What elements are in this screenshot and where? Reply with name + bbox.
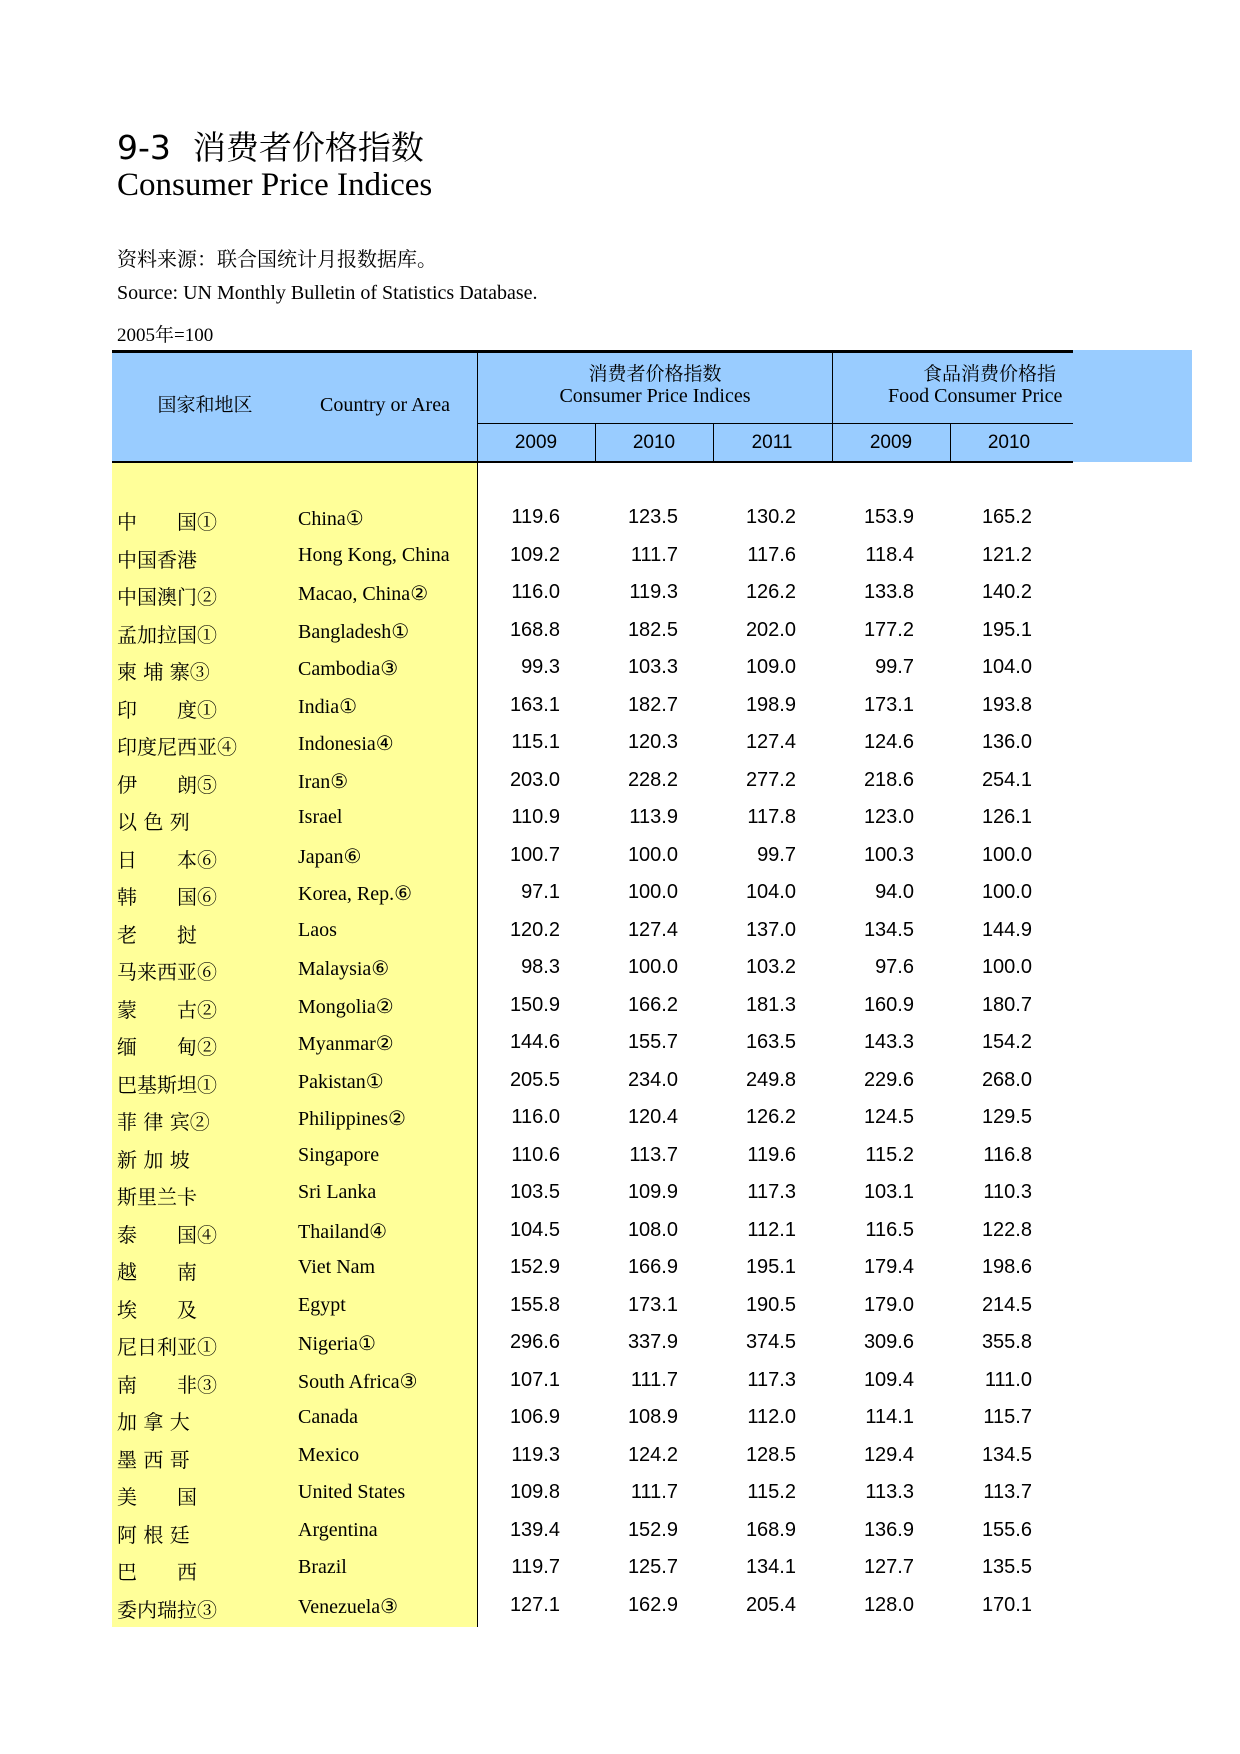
- index-value: 103.5: [509, 1181, 560, 1203]
- index-value: 103.2: [745, 956, 796, 978]
- index-value: 163.5: [745, 1031, 796, 1053]
- country-name-cn: 中国澳门②: [117, 585, 217, 609]
- index-value: 107.1: [509, 1368, 560, 1391]
- table-row: [0, 881, 1240, 918]
- index-value: 116.0: [511, 1106, 560, 1128]
- country-name-cn: 美 国: [117, 1485, 197, 1509]
- country-name-cn: 印 度①: [117, 697, 217, 722]
- country-name-en: Laos: [298, 918, 337, 941]
- index-value: 100.0: [981, 843, 1032, 866]
- index-value: 115.2: [747, 1481, 796, 1503]
- index-value: 113.3: [865, 1481, 914, 1503]
- index-value: 374.5: [745, 1331, 796, 1353]
- index-value: 119.6: [747, 1143, 796, 1166]
- index-value: 118.4: [865, 543, 914, 566]
- index-value: 155.6: [981, 1518, 1032, 1541]
- index-value: 168.9: [745, 1518, 796, 1541]
- index-value: 182.5: [627, 618, 678, 641]
- index-value: 180.7: [981, 993, 1032, 1016]
- country-name-en: Venezuela③: [298, 1595, 399, 1618]
- country-name-en: China①: [298, 508, 364, 530]
- table-row: [0, 1331, 1240, 1368]
- table-row: [0, 769, 1240, 806]
- country-name-en: Myanmar②: [298, 1033, 394, 1055]
- index-value: 127.4: [627, 918, 678, 941]
- country-name-en: Pakistan①: [298, 1070, 384, 1093]
- table-row: [0, 919, 1240, 956]
- country-name-en: Singapore: [298, 1143, 380, 1166]
- country-name-en: Japan⑥: [298, 845, 362, 868]
- index-value: 179.0: [863, 1293, 914, 1316]
- index-value: 205.4: [745, 1593, 796, 1616]
- index-value: 121.2: [981, 543, 1032, 566]
- header-year: 2009: [869, 432, 913, 453]
- country-name-cn: 老 挝: [117, 922, 197, 947]
- table-row: [0, 1294, 1240, 1331]
- index-value: 249.8: [745, 1068, 796, 1091]
- index-value: 109.0: [745, 656, 796, 678]
- index-value: 165.2: [981, 506, 1032, 528]
- index-value: 198.6: [981, 1256, 1032, 1278]
- index-value: 126.2: [745, 1106, 796, 1128]
- index-value: 115.7: [983, 1406, 1032, 1428]
- country-name-en: Bangladesh①: [298, 620, 410, 643]
- index-value: 113.7: [983, 1481, 1032, 1503]
- index-value: 144.9: [981, 918, 1032, 941]
- index-value: 117.6: [747, 543, 796, 566]
- page-title-en: Consumer Price Indices: [117, 167, 433, 203]
- index-value: 136.0: [981, 731, 1032, 753]
- index-value: 116.8: [983, 1143, 1032, 1166]
- country-name-en: Hong Kong, China: [298, 543, 450, 566]
- index-value: 355.8: [981, 1331, 1032, 1353]
- index-value: 198.9: [745, 693, 796, 716]
- country-name-en: Sri Lanka: [298, 1181, 377, 1203]
- index-value: 137.0: [745, 918, 796, 941]
- index-value: 106.9: [509, 1406, 560, 1428]
- index-value: 100.0: [981, 881, 1032, 903]
- country-name-cn: 孟加拉国①: [117, 622, 217, 647]
- index-value: 130.2: [745, 506, 796, 528]
- index-value: 129.4: [863, 1443, 914, 1466]
- country-name-en: Indonesia④: [298, 733, 394, 755]
- country-name-en: Philippines②: [298, 1108, 406, 1130]
- country-name-en: India①: [298, 695, 358, 718]
- index-value: 150.9: [509, 993, 560, 1016]
- index-value: 193.8: [981, 693, 1032, 716]
- country-name-cn: 伊 朗⑤: [117, 772, 217, 797]
- index-value: 119.3: [511, 1443, 560, 1466]
- table-row: [0, 1219, 1240, 1256]
- index-value: 98.3: [521, 956, 560, 978]
- country-name-en: Egypt: [298, 1293, 346, 1316]
- table-row: [0, 1444, 1240, 1481]
- index-value: 94.0: [875, 881, 914, 903]
- index-value: 129.5: [981, 1106, 1032, 1128]
- table-row: [0, 619, 1240, 656]
- index-value: 182.7: [627, 693, 678, 716]
- country-name-cn: 南 非③: [117, 1372, 217, 1397]
- index-value: 139.4: [509, 1518, 560, 1541]
- index-value: 144.6: [509, 1031, 560, 1053]
- page-title-cn: [117, 122, 424, 169]
- table-row: [0, 1106, 1240, 1143]
- header-year: 2009: [514, 432, 558, 453]
- index-value: 152.9: [509, 1256, 560, 1278]
- index-value: 120.3: [627, 731, 678, 753]
- country-name-cn: 委内瑞拉③: [117, 1597, 217, 1622]
- index-value: 99.7: [757, 843, 796, 866]
- index-value: 127.4: [745, 731, 796, 753]
- index-value: 134.5: [863, 918, 914, 941]
- country-name-cn: 越 南: [117, 1260, 197, 1284]
- header-food-cpi-en: Food Consumer Price: [888, 385, 1063, 407]
- country-name-cn: 中 国①: [117, 510, 217, 534]
- country-name-cn: 蒙 古②: [117, 997, 217, 1022]
- index-value: 112.0: [747, 1406, 796, 1428]
- index-value: 117.3: [747, 1181, 796, 1203]
- index-value: 100.7: [509, 843, 560, 866]
- index-value: 123.0: [863, 806, 914, 828]
- country-name-cn: 日 本⑥: [117, 847, 217, 872]
- index-value: 170.1: [981, 1593, 1032, 1616]
- table-row: [0, 1144, 1240, 1181]
- index-value: 117.3: [747, 1368, 796, 1391]
- table-number: 9-3: [117, 128, 171, 167]
- title-cn-text: 消费者价格指数: [192, 128, 424, 167]
- index-value: 152.9: [627, 1518, 678, 1541]
- index-value: 173.1: [627, 1293, 678, 1316]
- base-year-note: 2005年=100: [117, 325, 214, 346]
- group-underline: [477, 423, 1073, 424]
- index-value: 125.7: [627, 1556, 678, 1578]
- index-value: 202.0: [745, 618, 796, 641]
- index-value: 143.3: [863, 1031, 914, 1053]
- index-value: 124.5: [863, 1106, 914, 1128]
- index-value: 124.6: [863, 731, 914, 753]
- index-value: 268.0: [981, 1068, 1032, 1091]
- index-value: 117.8: [747, 806, 796, 828]
- header-cpi-cn: 消费者价格指数: [588, 363, 722, 385]
- index-value: 134.1: [745, 1556, 796, 1578]
- index-value: 203.0: [509, 768, 560, 791]
- header-year: 2010: [632, 432, 676, 453]
- country-name-en: Israel: [298, 806, 343, 828]
- header-bottom-rule: [112, 461, 1073, 463]
- index-value: 126.2: [745, 581, 796, 603]
- table-row: [0, 1181, 1240, 1218]
- index-value: 154.2: [981, 1031, 1032, 1053]
- index-value: 109.2: [509, 543, 560, 566]
- index-value: 124.2: [627, 1443, 678, 1466]
- index-value: 100.3: [863, 843, 914, 866]
- index-value: 228.2: [627, 768, 678, 791]
- country-name-cn: 中国香港: [117, 547, 197, 572]
- index-value: 119.3: [629, 581, 678, 603]
- country-name-cn: 印度尼西亚④: [117, 735, 237, 759]
- index-value: 123.5: [627, 506, 678, 528]
- index-value: 140.2: [981, 581, 1032, 603]
- index-value: 116.0: [511, 581, 560, 603]
- index-value: 337.9: [627, 1331, 678, 1353]
- index-value: 110.3: [983, 1181, 1032, 1203]
- header-cpi-group: [478, 363, 832, 407]
- index-value: 254.1: [981, 768, 1032, 791]
- index-value: 112.1: [747, 1218, 796, 1241]
- index-value: 111.7: [630, 1481, 678, 1503]
- index-value: 229.6: [863, 1068, 914, 1091]
- index-value: 309.6: [863, 1331, 914, 1353]
- index-value: 155.7: [627, 1031, 678, 1053]
- table-row: [0, 1519, 1240, 1556]
- table-row: [0, 994, 1240, 1031]
- index-value: 111.7: [630, 543, 678, 566]
- index-value: 113.7: [629, 1143, 678, 1166]
- header-food-cpi-cn: 食品消费价格指: [923, 363, 1057, 385]
- index-value: 115.2: [865, 1143, 914, 1166]
- table-row: [0, 1594, 1240, 1631]
- index-value: 120.4: [627, 1106, 678, 1128]
- country-name-cn: 新 加 坡: [117, 1147, 190, 1172]
- table-row: [0, 1256, 1240, 1293]
- table-row: [0, 844, 1240, 881]
- index-value: 103.1: [863, 1181, 914, 1203]
- index-value: 110.9: [511, 806, 560, 828]
- index-value: 163.1: [509, 693, 560, 716]
- index-value: 99.7: [875, 656, 914, 678]
- country-name-en: Macao, China②: [298, 583, 429, 605]
- country-name-en: Thailand④: [298, 1220, 388, 1243]
- index-value: 100.0: [981, 956, 1032, 978]
- country-name-en: South Africa③: [298, 1370, 418, 1393]
- country-name-en: Malaysia⑥: [298, 958, 390, 980]
- table-row: [0, 1069, 1240, 1106]
- index-value: 234.0: [627, 1068, 678, 1091]
- index-value: 218.6: [863, 768, 914, 791]
- index-value: 109.4: [863, 1368, 914, 1391]
- country-name-cn: 柬 埔 寨③: [117, 660, 210, 684]
- index-value: 109.8: [509, 1481, 560, 1503]
- country-name-en: Iran⑤: [298, 770, 349, 793]
- index-value: 99.3: [521, 656, 560, 678]
- source-note-cn: 资料来源：联合国统计月报数据库。: [117, 247, 437, 271]
- table-row: [0, 731, 1240, 768]
- index-value: 126.1: [981, 806, 1032, 828]
- index-value: 133.8: [863, 581, 914, 603]
- table-row: [0, 581, 1240, 618]
- table-row: [0, 1031, 1240, 1068]
- index-value: 195.1: [981, 618, 1032, 641]
- index-value: 128.5: [745, 1443, 796, 1466]
- index-value: 155.8: [509, 1293, 560, 1316]
- header-country-en: Country or Area: [320, 394, 450, 416]
- header-country-cn: 国家和地区: [157, 394, 253, 416]
- index-value: 127.1: [509, 1593, 560, 1616]
- country-name-cn: 韩 国⑥: [117, 885, 217, 909]
- header-year: 2010: [987, 432, 1031, 453]
- country-name-cn: 菲 律 宾②: [117, 1110, 210, 1134]
- country-name-en: Korea, Rep.⑥: [298, 883, 413, 905]
- table-row: [0, 806, 1240, 843]
- index-value: 166.2: [627, 993, 678, 1016]
- table-row: [0, 544, 1240, 581]
- index-value: 179.4: [863, 1256, 914, 1278]
- index-value: 277.2: [745, 768, 796, 791]
- index-value: 153.9: [863, 506, 914, 528]
- index-value: 190.5: [745, 1293, 796, 1316]
- country-name-cn: 马来西亚⑥: [117, 960, 217, 984]
- index-value: 97.1: [521, 881, 560, 903]
- country-name-cn: 斯里兰卡: [117, 1185, 197, 1209]
- country-name-en: Mexico: [298, 1443, 360, 1466]
- index-value: 114.1: [865, 1406, 914, 1428]
- country-name-cn: 巴基斯坦①: [117, 1072, 217, 1097]
- table-row: [0, 694, 1240, 731]
- index-value: 116.5: [865, 1218, 914, 1241]
- index-value: 100.0: [627, 881, 678, 903]
- index-value: 103.3: [627, 656, 678, 678]
- country-name-cn: 巴 西: [117, 1560, 197, 1584]
- index-value: 108.9: [627, 1406, 678, 1428]
- index-value: 122.8: [981, 1218, 1032, 1241]
- country-name-en: Viet Nam: [298, 1256, 376, 1278]
- index-value: 115.1: [511, 731, 560, 753]
- country-name-cn: 以 色 列: [117, 810, 190, 834]
- country-name-en: Canada: [298, 1406, 358, 1428]
- table-row: [0, 956, 1240, 993]
- index-value: 100.0: [627, 956, 678, 978]
- index-value: 104.0: [745, 881, 796, 903]
- index-value: 128.0: [863, 1593, 914, 1616]
- index-value: 104.5: [509, 1218, 560, 1241]
- country-name-en: United States: [298, 1481, 406, 1503]
- index-value: 119.7: [511, 1556, 560, 1578]
- index-value: 195.1: [745, 1256, 796, 1278]
- country-name-cn: 加 拿 大: [117, 1410, 190, 1434]
- header-food-cpi-group: [833, 363, 1073, 407]
- header-cpi-en: Consumer Price Indices: [559, 385, 751, 407]
- index-value: 97.6: [875, 956, 914, 978]
- index-value: 173.1: [863, 693, 914, 716]
- index-value: 113.9: [629, 806, 678, 828]
- country-name-en: Mongolia②: [298, 995, 394, 1018]
- index-value: 100.0: [627, 843, 678, 866]
- index-value: 135.5: [981, 1556, 1032, 1578]
- index-value: 109.9: [627, 1181, 678, 1203]
- country-name-en: Cambodia③: [298, 658, 399, 680]
- index-value: 136.9: [863, 1518, 914, 1541]
- index-value: 296.6: [509, 1331, 560, 1353]
- source-note-en: Source: UN Monthly Bulletin of Statistics Database.: [117, 282, 538, 304]
- table-row: [0, 506, 1240, 543]
- country-name-en: Argentina: [298, 1518, 378, 1541]
- country-name-cn: 墨 西 哥: [117, 1447, 190, 1472]
- index-value: 166.9: [627, 1256, 678, 1278]
- index-value: 111.7: [630, 1368, 678, 1391]
- index-value: 108.0: [627, 1218, 678, 1241]
- header-year: 2011: [751, 432, 793, 453]
- index-value: 205.5: [509, 1068, 560, 1091]
- index-value: 177.2: [863, 618, 914, 641]
- index-value: 181.3: [745, 993, 796, 1016]
- index-value: 214.5: [981, 1293, 1032, 1316]
- table-row: [0, 1406, 1240, 1443]
- header-top-rule: [112, 350, 1073, 353]
- index-value: 104.0: [981, 656, 1032, 678]
- index-value: 168.8: [509, 618, 560, 641]
- index-value: 120.2: [509, 918, 560, 941]
- index-value: 160.9: [863, 993, 914, 1016]
- index-value: 110.6: [511, 1143, 560, 1166]
- country-name-cn: 埃 及: [117, 1297, 197, 1322]
- table-row: [0, 656, 1240, 693]
- table-row: [0, 1481, 1240, 1518]
- index-value: 111.0: [984, 1368, 1032, 1391]
- country-name-cn: 尼日利亚①: [117, 1335, 217, 1359]
- index-value: 134.5: [981, 1443, 1032, 1466]
- country-name-en: Brazil: [298, 1556, 347, 1578]
- index-value: 162.9: [627, 1593, 678, 1616]
- country-name-cn: 缅 甸②: [117, 1035, 217, 1059]
- country-name-cn: 泰 国④: [117, 1222, 217, 1247]
- index-value: 119.6: [511, 506, 560, 528]
- table-row: [0, 1556, 1240, 1593]
- country-name-en: Nigeria①: [298, 1333, 376, 1355]
- table-row: [0, 1369, 1240, 1406]
- country-name-cn: 阿 根 廷: [117, 1522, 190, 1547]
- index-value: 127.7: [863, 1556, 914, 1578]
